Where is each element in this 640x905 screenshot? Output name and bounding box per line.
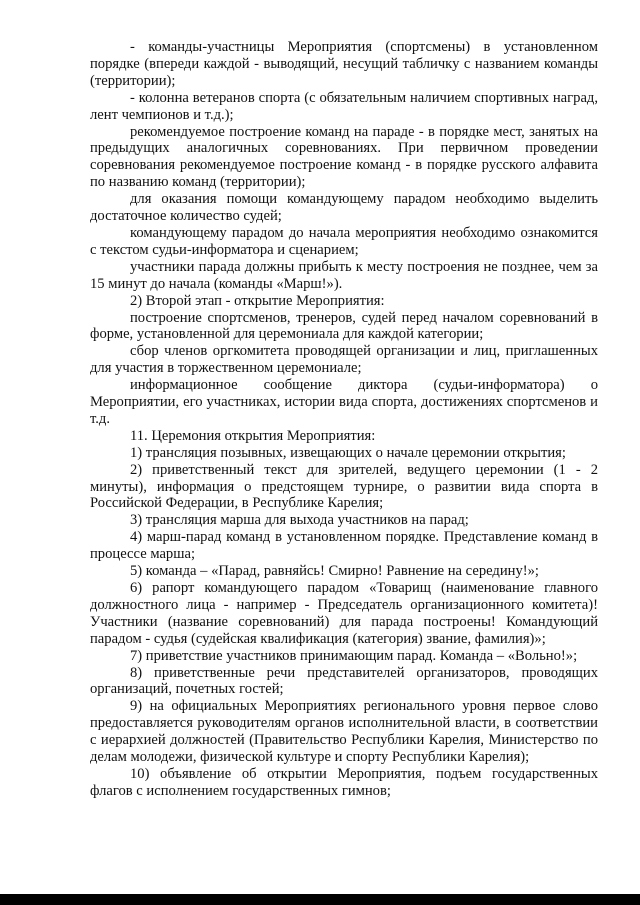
paragraph-teams-participants: - команды-участницы Мероприятия (спортсмены) в установленном порядке (впереди каждой - выводящий, несущий табличку с названием команды (территории);	[90, 39, 598, 89]
paragraph-judges-help: для оказания помощи командующему парадом необходимо выделить достаточное количество судей;	[90, 191, 598, 225]
list-item-march-parade: 4) марш-парад команд в установленном порядке. Представление команд в процессе марша;	[90, 529, 598, 563]
paragraph-team-order: рекомендуемое построение команд на параде - в порядке мест, занятых на предыдущих аналогичных соревнованиях. При первичном проведении соревнования рекомендуемое построение команд - в порядке русского алфавита по названию команд (территории);	[90, 123, 598, 191]
list-item-commander-report: 6) рапорт командующего парадом «Товарищ (наименование главного должностного лица - например - Председатель организационного комитета)! Участники (название соревнований) для парада построены! Командующий парадом - судья (судейская квалификация (категория) звание, фамилия)»;	[90, 580, 598, 647]
list-item-official-first-word: 9) на официальных Мероприятиях регионального уровня первое слово предоставляется руководителям органов исполнительной власти, в соответствии с иерархией должностей (Правительство Республики Карелия, Министерство по делам молодежи, физической культуре и спорту Республики Карелия);	[90, 698, 598, 766]
page-bottom-edge	[0, 894, 640, 905]
paragraph-commander-script: командующему парадом до начала мероприятия необходимо ознакомится с текстом судьи-информатора и сценарием;	[90, 224, 598, 258]
list-item-greeting: 7) приветствие участников принимающим парад. Команда – «Вольно!»;	[130, 647, 578, 664]
list-item-opening-announcement: 10) объявление об открытии Мероприятия, подъем государственных флагов с исполнением государственных гимнов;	[90, 765, 598, 799]
paragraph-committee-gathering: сбор членов оргкомитета проводящей организации и лиц, приглашенных для участия в торжественном церемониале;	[90, 343, 598, 377]
list-item-march-broadcast: 3) трансляция марша для выхода участников на парад;	[130, 512, 469, 529]
list-item-parade-command: 5) команда – «Парад, равняйсь! Смирно! Равнение на середину!»;	[130, 563, 539, 580]
section-heading-opening-ceremony: 11. Церемония открытия Мероприятия:	[130, 427, 376, 444]
paragraph-athletes-lineup: построение спортсменов, тренеров, судей перед началом соревнований в форме, установленной для церемониала для каждой категории;	[90, 309, 598, 343]
paragraph-arrival-time: участники парада должны прибыть к месту построения не позднее, чем за 15 минут до начала (команды «Марш!»).	[90, 258, 598, 292]
list-item-welcome-speeches: 8) приветственные речи представителей организаторов, проводящих организаций, почетных гостей;	[90, 664, 598, 698]
list-item-call-signs: 1) трансляция позывных, извещающих о начале церемонии открытия;	[130, 444, 566, 461]
paragraph-stage-two-heading: 2) Второй этап - открытие Мероприятия:	[130, 292, 385, 309]
document-body	[90, 39, 598, 800]
paragraph-announcer-message: информационное сообщение диктора (судьи-информатора) о Мероприятии, его участниках, истории вида спорта, достижениях спортсменов и т.д.	[90, 377, 598, 427]
list-item-welcome-text: 2) приветственный текст для зрителей, ведущего церемонии (1 - 2 минуты), информация о предстоящем турнире, о развитии вида спорта в Российской Федерации, в Республике Карелия;	[90, 461, 598, 512]
paragraph-veterans-column: - колонна ветеранов спорта (с обязательным наличием спортивных наград, лент чемпионов и т.д.);	[90, 89, 598, 123]
